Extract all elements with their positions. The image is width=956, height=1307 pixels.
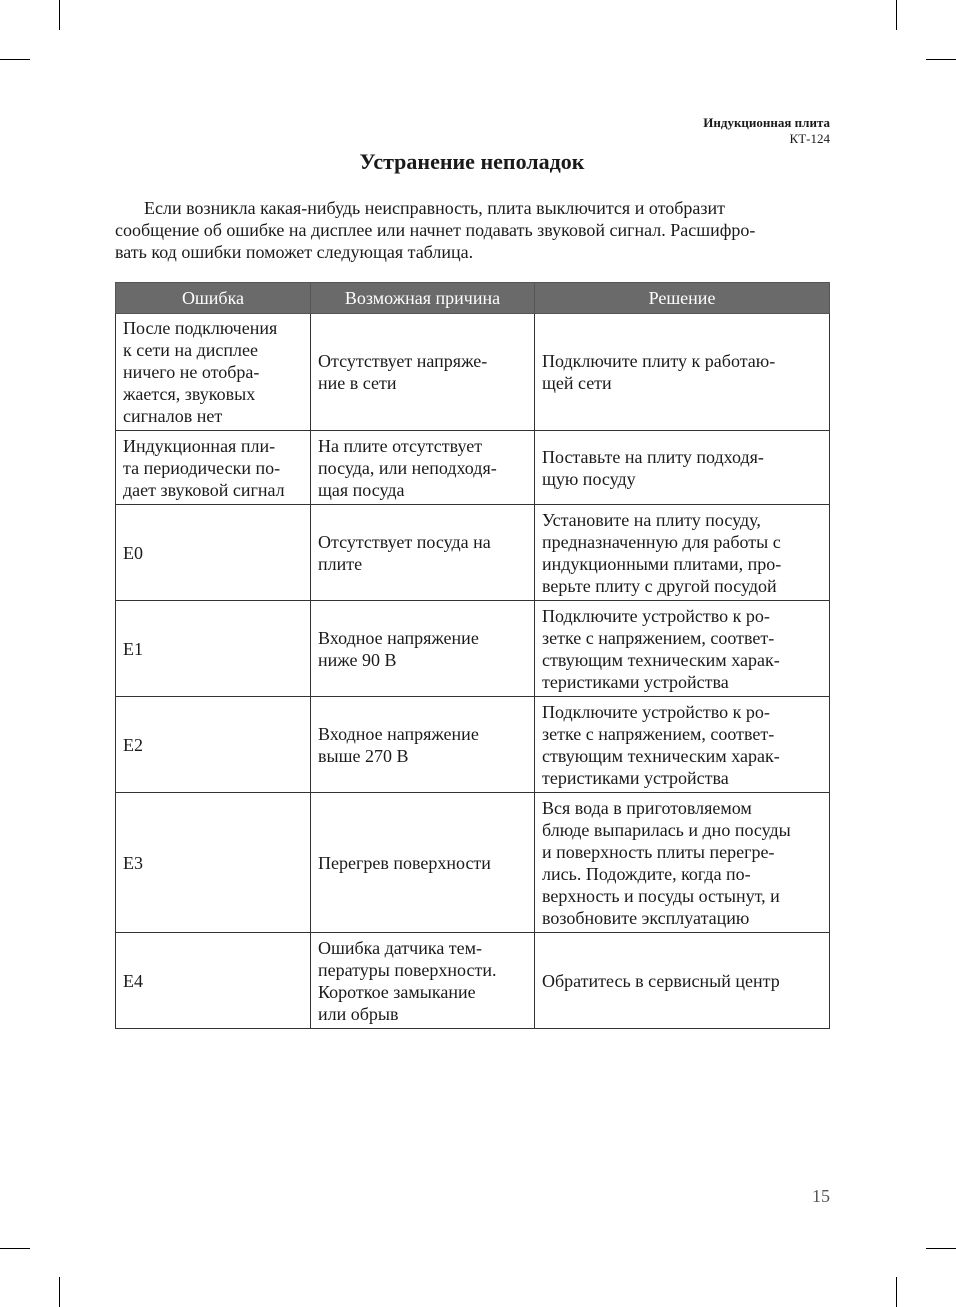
- crop-mark: [59, 1277, 60, 1307]
- crop-mark: [0, 59, 30, 60]
- table-row: [116, 431, 830, 505]
- solution-cell: Вся вода в приготовляемом блюде выпарилась и дно посуды и поверхность плиты перегре- лись. Подождите, когда по- верхность и посуды остынут, и возобновите эксплуатацию: [535, 793, 830, 933]
- table-row: [116, 933, 830, 1029]
- solution-cell: Поставьте на плиту подходя- щую посуду: [535, 431, 830, 505]
- crop-mark: [926, 59, 956, 60]
- troubleshooting-table: [115, 282, 830, 1029]
- table-header-row: [116, 283, 830, 314]
- table-row: [116, 793, 830, 933]
- page-number: 15: [812, 1186, 830, 1206]
- intro-line: Если возникла какая-нибудь неисправность, плита выключится и отобразит: [144, 198, 725, 218]
- solution-cell: Установите на плиту посуду, предназначенную для работы с индукционными плитами, про- верьте плиту с другой посудой: [535, 505, 830, 601]
- running-header: [703, 115, 830, 147]
- error-cell: E2: [116, 697, 311, 793]
- error-cell: После подключения к сети на дисплее ничего не отобра- жается, звуковых сигналов нет: [116, 314, 311, 431]
- crop-mark: [896, 0, 897, 30]
- intro-line: сообщение об ошибке на дисплее или начнет подавать звуковой сигнал. Расшифро-: [115, 220, 756, 240]
- crop-mark: [896, 1277, 897, 1307]
- cause-cell: Отсутствует посуда на плите: [311, 505, 535, 601]
- header-model: КТ-124: [789, 131, 830, 146]
- table-row: [116, 505, 830, 601]
- solution-cell: Подключите устройство к ро- зетке с напряжением, соответ- ствующим техническим харак- теристиками устройства: [535, 601, 830, 697]
- cause-cell: Перегрев поверхности: [311, 793, 535, 933]
- solution-cell: Подключите плиту к работаю- щей сети: [535, 314, 830, 431]
- error-cell: E1: [116, 601, 311, 697]
- column-header-solution: Решение: [535, 283, 830, 314]
- table-row: [116, 601, 830, 697]
- intro-paragraph: [115, 197, 831, 263]
- error-cell: E0: [116, 505, 311, 601]
- crop-mark: [59, 0, 60, 30]
- cause-cell: На плите отсутствует посуда, или неподходя- щая посуда: [311, 431, 535, 505]
- error-cell: E4: [116, 933, 311, 1029]
- table-row: [116, 314, 830, 431]
- page-title: Устранение неполадок: [359, 149, 585, 174]
- column-header-cause: Возможная причина: [311, 283, 535, 314]
- solution-cell: Обратитесь в сервисный центр: [535, 933, 830, 1029]
- crop-mark: [0, 1248, 30, 1249]
- intro-line: вать код ошибки поможет следующая таблица.: [115, 242, 474, 262]
- cause-cell: Входное напряжение выше 270 В: [311, 697, 535, 793]
- cause-cell: Отсутствует напряже- ние в сети: [311, 314, 535, 431]
- solution-cell: Подключите устройство к ро- зетке с напряжением, соответ- ствующим техническим харак- теристиками устройства: [535, 697, 830, 793]
- table-row: [116, 697, 830, 793]
- cause-cell: Ошибка датчика тем- пературы поверхности. Короткое замыкание или обрыв: [311, 933, 535, 1029]
- column-header-error: Ошибка: [116, 283, 311, 314]
- header-product: Индукционная плита: [703, 115, 830, 130]
- error-cell: E3: [116, 793, 311, 933]
- cause-cell: Входное напряжение ниже 90 В: [311, 601, 535, 697]
- error-cell: Индукционная пли- та периодически по- дает звуковой сигнал: [116, 431, 311, 505]
- crop-mark: [926, 1248, 956, 1249]
